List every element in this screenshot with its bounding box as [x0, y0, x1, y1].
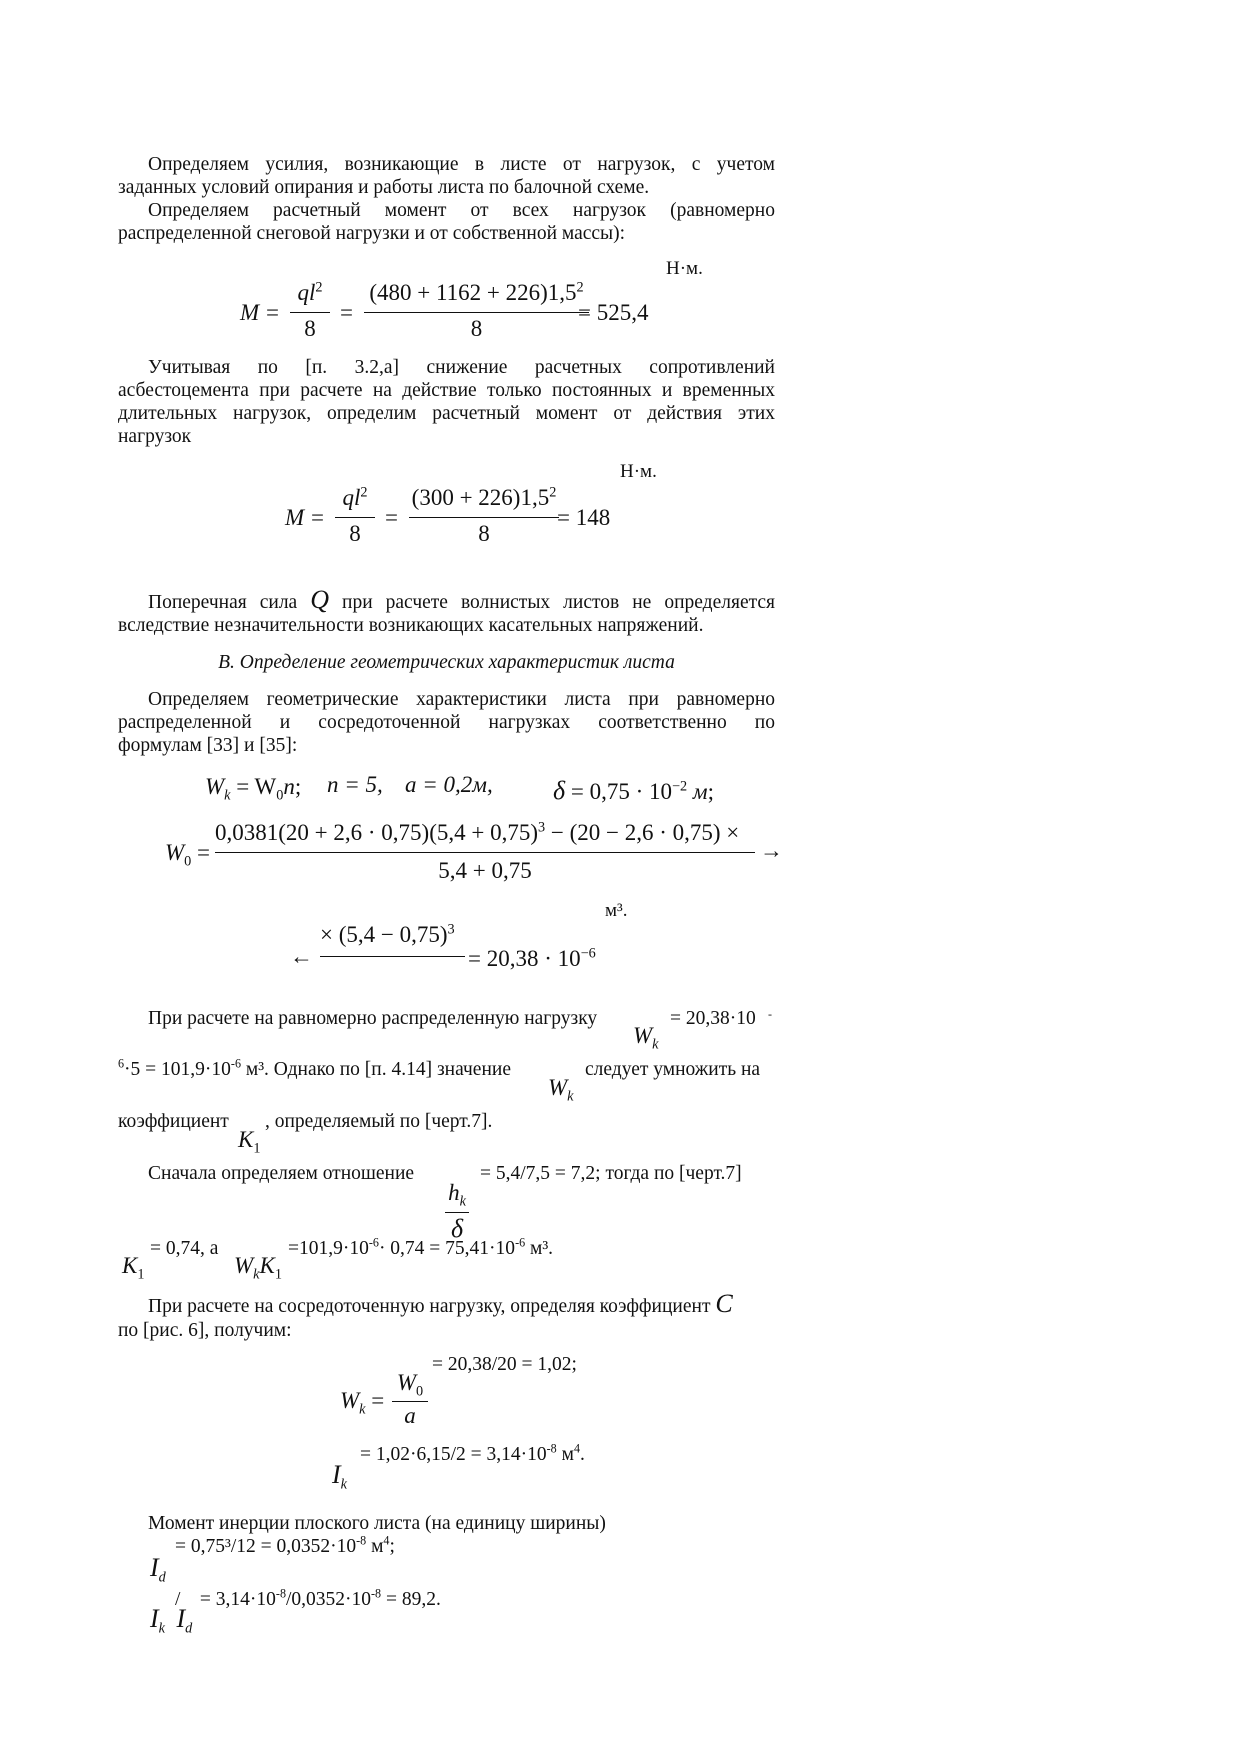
paragraph-1-line-1: Определяем усилия, возникающие в листе от нагрузок, с учетом [148, 154, 775, 175]
paragraph-4-line-1: Поперечная сила Q при расчете волнистых листов не определяется [148, 585, 775, 614]
paragraph-7-line-2: = 0,74, а $=101,9\cdot 10^{-6}\cdot 0,74 = 75,41\cdot 10^{-6}$ м³. [150, 1235, 554, 1259]
paragraph-4-line-2: вследствие незначительности возникающих касательных напряжений. [118, 615, 704, 636]
paragraph-8-line-1: При расчете на сосредоточенную нагрузку, определяя коэффициент C [148, 1289, 733, 1318]
paragraph-7-line-1: Сначала определяем отношение = 5,4/7,5 = 7,2; тогда по [черт.7] [148, 1163, 742, 1184]
unit-label: Н·м. [620, 461, 657, 482]
paragraph-3-line-1: Учитывая по [п. 3.2,а] снижение расчетных сопротивлений [148, 357, 775, 378]
paragraph-5-line-1: Определяем геометрические характеристики листа при равномерно [148, 689, 775, 710]
paragraph-5-line-3: формулам [33] и [35]: [118, 735, 298, 756]
paragraph-9: Момент инерции плоского листа (на единицу ширины) [148, 1513, 606, 1534]
formula-m1: M = $ql^2$ 8 = $(480 + 1162 + 226)1,5^2$ 8 = 525,4 [240, 279, 649, 341]
unit-label: Н·м. [666, 258, 703, 279]
paragraph-5-line-2: распределенной и сосредоточенной нагрузках соответственно по [118, 712, 775, 733]
paragraph-3-line-3: длительных нагрузок, определим расчетный момент от действия этих [118, 403, 775, 424]
paragraph-6-line-2: $^6\cdot 5 = 101,9\cdot 10^{-6}$ м³. Однако по [п. 4.14] значение следует умножить на [118, 1056, 761, 1080]
wk-symbol: $W_k$ [548, 1075, 574, 1105]
formula-wk: $W_k$ = $W_0$ a [340, 1370, 430, 1432]
ratio-hk-delta: $h_k$ δ [442, 1180, 472, 1240]
k1-symbol: $K_1$ [238, 1127, 261, 1157]
section-heading: В. Определение геометрических характеристик листа [218, 652, 675, 673]
paragraph-1-line-2: заданных условий опирания и работы листа по балочной схеме. [118, 177, 650, 198]
ik-symbol: $I_k$ [332, 1460, 347, 1493]
equation-ratio: / = $3,14\cdot 10^{-8}/0,0352\cdot 10^{-8} = 89,2$. [175, 1586, 441, 1610]
paragraph-2-line-2: распределенной снеговой нагрузки и от собственной массы): [118, 223, 626, 244]
paragraph-2-line-1: Определяем расчетный момент от всех нагрузок (равномерно [148, 200, 775, 221]
paragraph-6-line-1: При расчете на равномерно распределенную нагрузку = 20,38·10 - [148, 1007, 772, 1029]
equation-ik-value: = $1,02\cdot 6,15/2 = 3,14\cdot 10^{-8}$ $м^4$. [360, 1441, 585, 1465]
equation-wk-value: = 20,38/20 = 1,02; [432, 1354, 577, 1375]
paragraph-6-line-3: коэффициент , определяемый по [черт.7]. [118, 1111, 493, 1132]
paragraph-8-line-2: по [рис. 6], получим: [118, 1320, 292, 1341]
formula-w0: $W_0$ = $0,0381(20 + 2,6 \cdot 0,75)(5,4 + 0,75)^3 - (20 - 2,6 \cdot 0,75)$ × 5,4 + 0,75 → [165, 819, 783, 883]
formula-w0-continuation: ← × $(5,4 - 0,75)^3$ = $20,38 \cdot 10^{-6}$ [290, 921, 596, 971]
wk-symbol: $W_k$ [633, 1023, 659, 1053]
ik-id-symbol: $I_k$ $I_d$ [150, 1604, 193, 1637]
unit-label: м³. [605, 900, 628, 921]
formula-parameters: $W_k = W_0n$; n = 5, a = 0,2м, $\delta = 0,75 \cdot 10^{-2}$ м; [205, 772, 714, 805]
wk-k1-symbol: $W_kK_1$ [234, 1253, 282, 1283]
formula-m2: M = $ql^2$ 8 = $(300 + 226)1,5^2$ 8 = 148 [285, 484, 611, 546]
paragraph-3-line-2: асбестоцемента при расчете на действие только постоянных и временных [118, 380, 775, 401]
paragraph-3-line-4: нагрузок [118, 426, 192, 447]
k1-symbol: $K_1$ [122, 1253, 145, 1283]
id-symbol: $I_d$ [150, 1553, 166, 1586]
equation-id-value: = $0,75^3/12 = 0,0352\cdot 10^{-8}$ $м^4$; [175, 1533, 395, 1557]
